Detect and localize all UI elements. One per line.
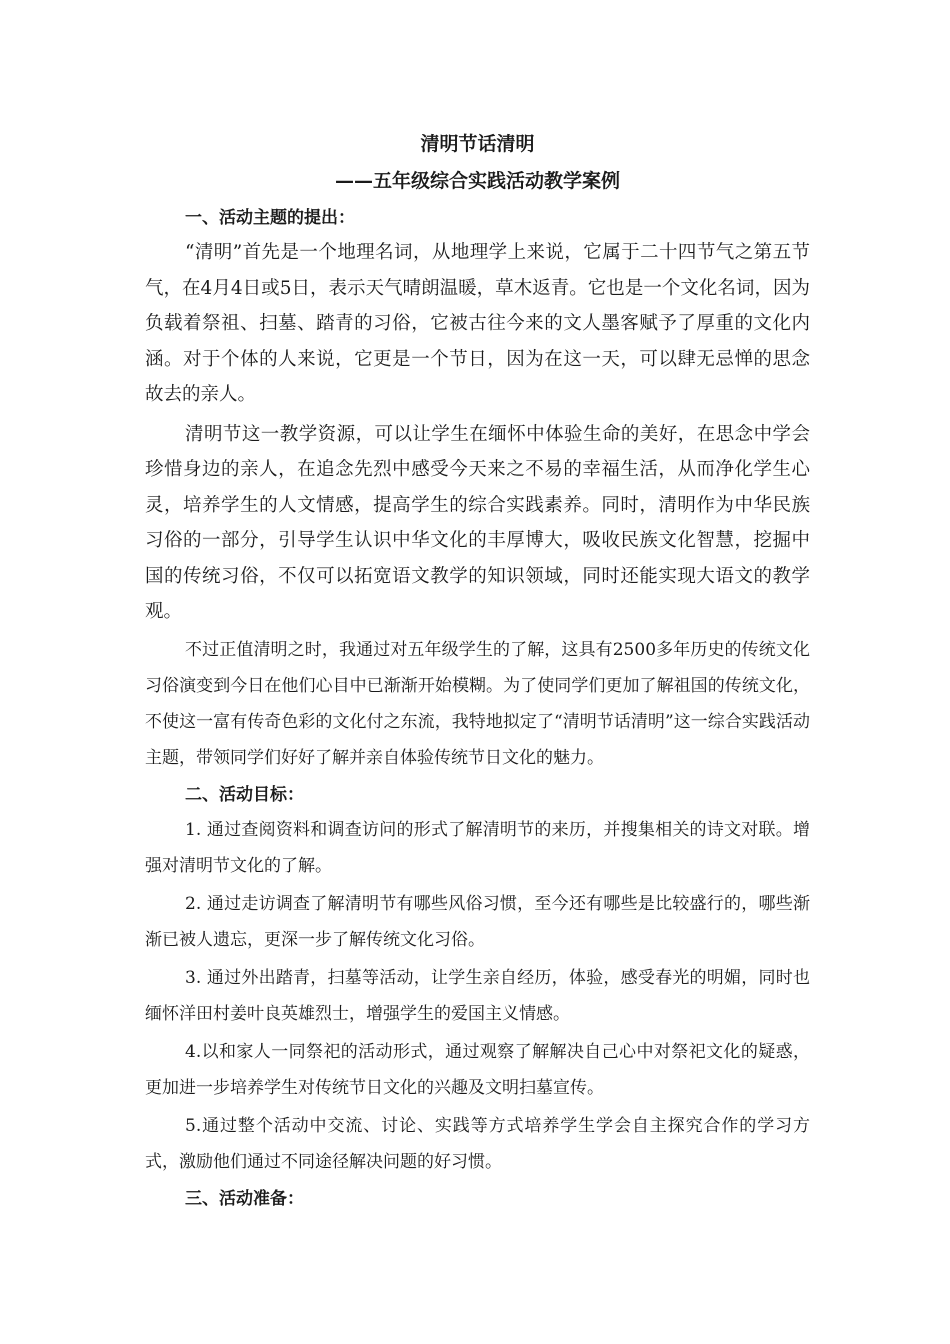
goal-item-1: 1. 通过查阅资料和调查访问的形式了解清明节的来历，并搜集相关的诗文对联。增强对清明节文化的了解。 bbox=[145, 819, 810, 876]
section-heading-topic: 一、活动主题的提出： bbox=[185, 208, 355, 228]
goal-item-2: 2. 通过走访调查了解清明节有哪些风俗习惯，至今还有哪些是比较盛行的，哪些渐渐已被人遗忘，更深一步了解传统文化习俗。 bbox=[145, 893, 810, 950]
paragraph-activity-motivation: 不过正值清明之时，我通过对五年级学生的了解，这具有2500多年历史的传统文化习俗演变到今日在他们心目中已渐渐开始模糊。为了使同学们更加了解祖国的传统文化，不使这一富有传奇色彩的文化付之东流，我特地拟定了“清明节话清明”这一综合实践活动主题，带领同学们好好了解并亲自体验传统节日文化的魅力。 bbox=[145, 639, 810, 768]
document-page bbox=[145, 125, 810, 1216]
goal-item-5: 5.通过整个活动中交流、讨论、实践等方式培养学生学会自主探究合作的学习方式，激励他们通过不同途径解决问题的好习惯。 bbox=[145, 1115, 810, 1172]
section-goals bbox=[145, 778, 810, 1180]
paragraph-teaching-resource: 清明节这一教学资源，可以让学生在缅怀中体验生命的美好，在思念中学会珍惜身边的亲人，在追念先烈中感受今天来之不易的幸福生活，从而净化学生心灵，培养学生的人文情感，提高学生的综合实践素养。同时，清明作为中华民族习俗的一部分，引导学生认识中华文化的丰厚博大，吸收民族文化智慧，挖掘中国的传统习俗，不仅可以拓宽语文教学的知识领域，同时还能实现大语文的教学观。 bbox=[145, 423, 810, 622]
paragraph-qingming-definition: “清明”首先是一个地理名词，从地理学上来说，它属于二十四节气之第五节气，在4月4日或5日，表示天气晴朗温暖，草木返青。它也是一个文化名词，因为负载着祭祖、扫墓、踏青的习俗，它被古往今来的文人墨客赋予了厚重的文化内涵。对于个体的人来说，它更是一个节日，因为在这一天，可以肆无忌惮的思念故去的亲人。 bbox=[145, 242, 810, 405]
section-heading-goals: 二、活动目标： bbox=[185, 784, 304, 805]
document-title: 清明节话清明 bbox=[420, 133, 535, 155]
section-heading-preparation: 三、活动准备： bbox=[185, 1188, 304, 1209]
goal-item-4: 4.以和家人一同祭祀的活动形式，通过观察了解解决自己心中对祭祀文化的疑惑，更加进一步培养学生对传统节日文化的兴趣及文明扫墓宣传。 bbox=[145, 1041, 810, 1098]
section-preparation bbox=[145, 1182, 810, 1216]
section-topic bbox=[145, 201, 810, 776]
goal-item-3: 3. 通过外出踏青，扫墓等活动，让学生亲自经历，体验，感受春光的明媚，同时也缅怀洋田村姜叶良英雄烈士，增强学生的爱国主义情感。 bbox=[145, 967, 810, 1024]
document-subtitle: ——五年级综合实践活动教学案例 bbox=[334, 170, 620, 192]
